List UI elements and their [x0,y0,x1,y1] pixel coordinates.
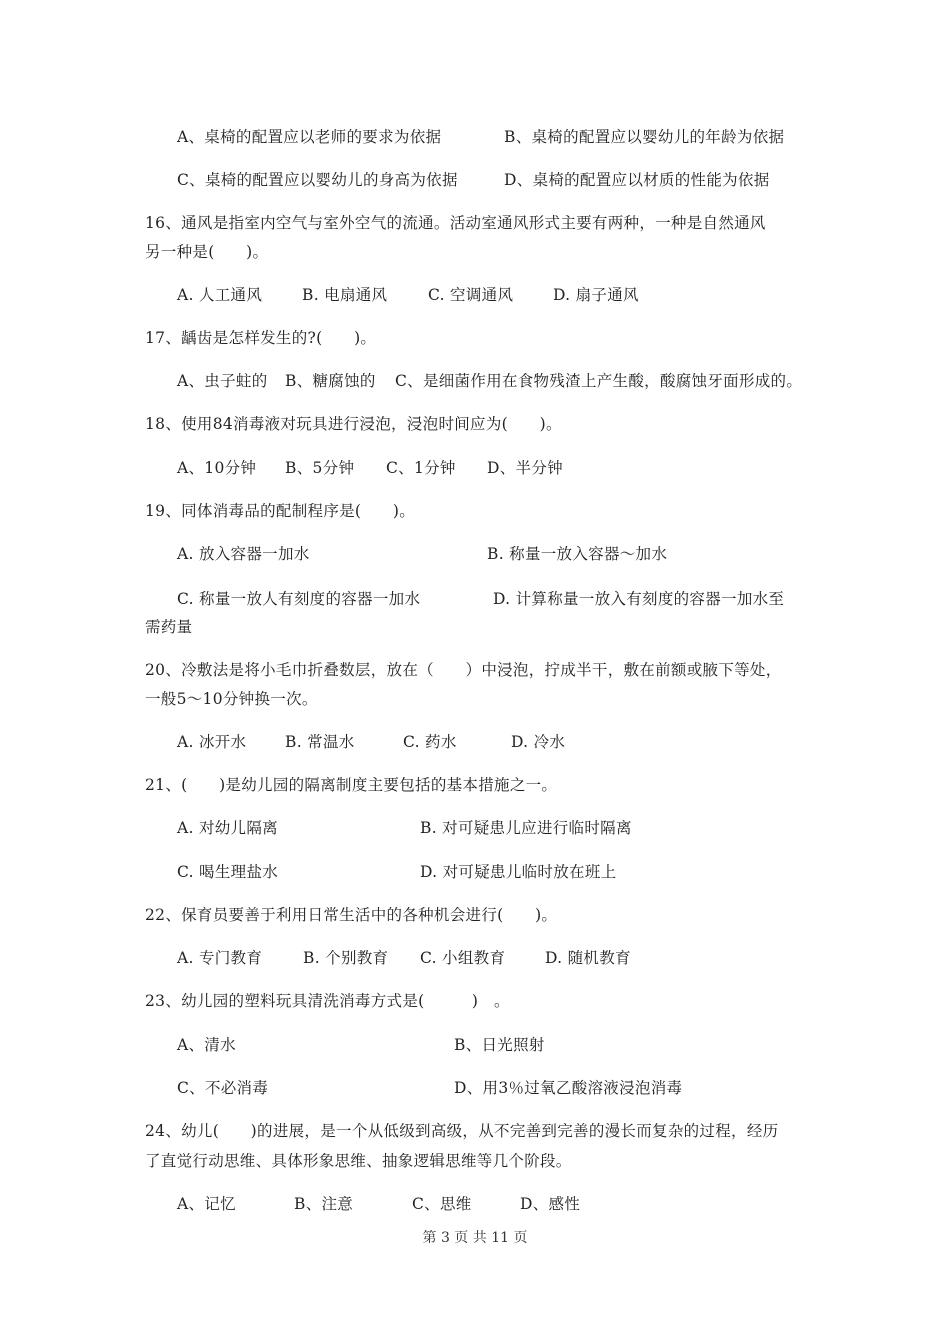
question-20-stem: 20、冷敷法是将小毛巾折叠数层，放在（ ）中浸泡，拧成半干，敷在前额或腋下等处， [145,661,782,679]
option-d: D、桌椅的配置应以材质的性能为依据 [504,171,770,189]
option-a: A、10分钟 [177,459,257,477]
option-c: C. 称量一放人有刻度的容器一加水 [177,590,421,608]
option-a: A. 人工通风 [177,286,263,304]
question-16-stem: 16、通风是指室内空气与室外空气的流通。活动室通风形式主要有两种，一种是自然通风 [145,214,766,232]
option-c: C. 小组教育 [420,949,506,967]
option-d: D. 对可疑患儿临时放在班上 [420,863,617,881]
question-24-stem: 24、幼儿( )的进展，是一个从低级到高级，从不完善到完善的漫长而复杂的过程，经历 [145,1122,779,1140]
option-b: B、5分钟 [285,459,355,477]
option-d: D. 扇子通风 [553,286,639,304]
option-b: B. 称量一放入容器～加水 [487,545,668,563]
option-c: C、1分钟 [386,459,456,477]
option-a: A、桌椅的配置应以老师的要求为依据 [177,128,442,146]
option-b: B. 电扇通风 [302,286,388,304]
option-a: A. 冰开水 [177,733,247,751]
question-19-stem: 19、同体消毒品的配制程序是( )。 [145,502,416,520]
option-c: C、是细菌作用在食物残渣上产生酸，酸腐蚀牙面形成的。 [395,372,803,390]
option-b: B. 个别教育 [303,949,389,967]
question-20-stem-cont: 一般5～10分钟换一次。 [145,690,318,708]
option-d: D. 计算称量一放入有刻度的容器一加水至 [493,590,785,608]
option-d: D、用3％过氧乙酸溶液浸泡消毒 [454,1079,683,1097]
question-21-stem: 21、( )是幼儿园的隔离制度主要包括的基本措施之一。 [145,776,558,794]
option-b: B. 常温水 [285,733,355,751]
option-c: C、思维 [412,1195,472,1213]
option-a: A. 对幼儿隔离 [177,819,278,837]
option-c: C、不必消毒 [177,1079,269,1097]
option-a: A. 专门教育 [177,949,263,967]
option-a: A、记忆 [177,1195,236,1213]
question-17-stem: 17、龋齿是怎样发生的?( )。 [145,329,377,347]
option-b: B、注意 [294,1195,354,1213]
option-b: B、桌椅的配置应以婴幼儿的年龄为依据 [504,128,785,146]
option-c: C. 空调通风 [428,286,514,304]
option-d: D、感性 [520,1195,581,1213]
option-c: C. 药水 [403,733,457,751]
option-b: B. 对可疑患儿应进行临时隔离 [420,819,632,837]
page-number: 第 3 页 共 11 页 [422,1230,528,1246]
question-24-stem-cont: 了直觉行动思维、具体形象思维、抽象逻辑思维等几个阶段。 [145,1152,572,1170]
option-a: A、清水 [177,1036,236,1054]
question-23-stem: 23、幼儿园的塑料玩具清洗消毒方式是( ) 。 [145,992,510,1010]
question-16-stem-cont: 另一种是( )。 [145,243,269,261]
option-d: D. 冷水 [511,733,566,751]
question-19-option-d-cont: 需药量 [145,618,193,636]
option-d: D、半分钟 [487,459,563,477]
option-b: B、日光照射 [454,1036,545,1054]
option-a: A. 放入容器一加水 [177,545,310,563]
option-d: D. 随机教育 [545,949,631,967]
question-18-stem: 18、使用84消毒液对玩具进行浸泡，浸泡时间应为( )。 [145,415,562,433]
option-c: C. 喝生理盐水 [177,863,279,881]
option-b: B、糖腐蚀的 [285,372,376,390]
option-a: A、虫子蛀的 [177,372,268,390]
option-c: C、桌椅的配置应以婴幼儿的身高为依据 [177,171,458,189]
question-22-stem: 22、保育员要善于利用日常生活中的各种机会进行( )。 [145,906,558,924]
